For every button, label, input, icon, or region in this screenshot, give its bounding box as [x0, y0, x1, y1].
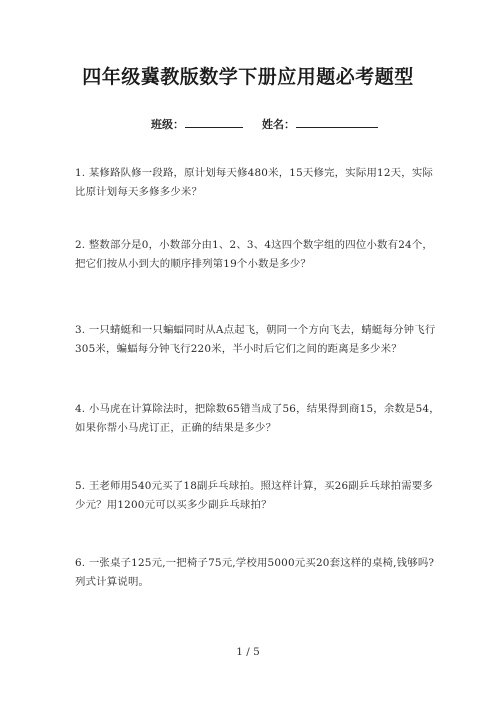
class-blank-line[interactable] [185, 127, 243, 128]
question-6: 6. 一张桌子125元,一把椅子75元,学校用5000元买20套这样的桌椅,钱够吗?列式计算说明。 [75, 557, 435, 588]
question-4: 4. 小马虎在计算除法时，把除数65错当成了56，结果得到商15，余数是54，如果你帮小马虎订正，正确的结果是多少？ [75, 403, 440, 434]
name-blank-line[interactable] [296, 127, 378, 128]
question-5: 5. 王老师用540元买了18副乒乓球拍。照这样计算，买26副乒乓球拍需要多少元？用1200元可以买多少副乒乓球拍？ [75, 480, 434, 511]
page-indicator: 1 / 5 [236, 646, 260, 658]
question-1: 1. 某修路队修一段路，原计划每天修480米，15天修完，实际用12天，实际比原计划每天多修多少米？ [75, 167, 434, 198]
class-field [151, 116, 243, 132]
class-label: 班级： [151, 118, 184, 131]
page-title: 四年级冀教版数学下册应用题必考题型 [82, 66, 414, 88]
question-2: 2. 整数部分是0，小数部分由1、2、3、4这四个数字组的四位小数有24个，把它们按从小到大的顺序排列第19个小数是多少？ [75, 239, 434, 270]
name-field [262, 116, 378, 132]
question-3: 3. 一只蜻蜓和一只蝙蝠同时从A点起飞，朝同一个方向飞去，蜻蜓每分钟飞行305米，蝙蝠每分钟飞行220米，半小时后它们之间的距离是多少米？ [75, 324, 436, 355]
name-label: 姓名： [262, 118, 295, 131]
